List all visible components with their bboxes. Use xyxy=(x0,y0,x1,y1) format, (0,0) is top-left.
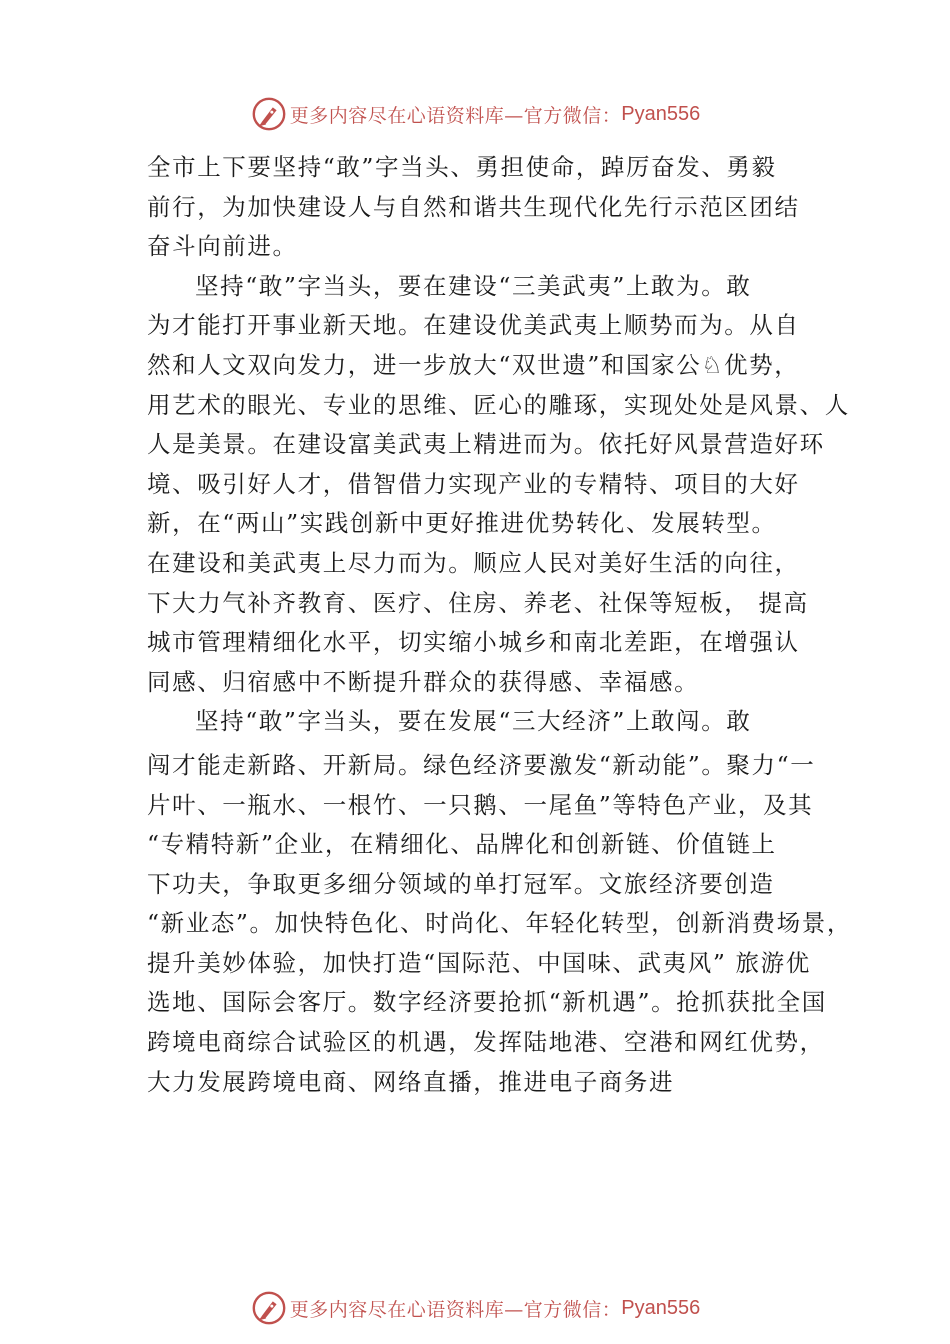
banner-text: 更多内容尽在心语资料库—官方微信： xyxy=(289,1298,622,1321)
text-line: “专精特新”企业，在精细化、品牌化和创新链、价值链上 xyxy=(147,830,777,859)
text-line: 然和人文双向发力，进一步放大“双世遗”和国家公♘优势， xyxy=(147,350,800,379)
text-line: 同感、归宿感中不断提升群众的获得感、幸福感。 xyxy=(147,667,700,696)
text-line: 下大力气补齐教育、医疗、住房、养老、社保等短板， 提高 xyxy=(147,588,809,617)
footer-watermark-banner xyxy=(0,1288,950,1328)
text-line: 奋斗向前进。 xyxy=(147,232,298,261)
text-line: 全市上下要坚持“敢”字当头、勇担使命，踔厉奋发、勇毅 xyxy=(147,153,777,181)
pen-nib-logo-icon xyxy=(250,95,288,133)
text-line: 在建设和美武夷上尽力而为。顺应人民对美好生活的向往， xyxy=(147,548,800,577)
paragraph-start-line: 坚持“敢”字当头，要在建设“三美武夷”上敢为。敢 xyxy=(195,271,752,300)
text-line: 城市管理精细化水平，切实缩小城乡和南北差距，在增强认 xyxy=(147,628,800,657)
text-line: 闯才能走新路、开新局。绿色经济要激发“新动能”。聚力“一 xyxy=(147,750,816,779)
text-line: 提升美妙体验，加快打造“国际范、中国味、武夷风” 旅游优 xyxy=(147,948,811,977)
text-line: 选地、国际会客厅。数字经济要抢抓“新机遇”。抢抓获批全国 xyxy=(147,988,827,1017)
banner-wechat-id: Pyan556 xyxy=(621,1296,701,1319)
text-line: 跨境电商综合试验区的机遇，发挥陆地港、空港和网红优势， xyxy=(147,1028,825,1057)
text-line: 为才能打开事业新天地。在建设优美武夷上顺势而为。从自 xyxy=(147,311,800,340)
text-line: 境、吸引好人才，借智借力实现产业的专精特、项目的大好 xyxy=(147,469,800,498)
pen-nib-logo-icon xyxy=(250,1289,288,1327)
document-body xyxy=(147,148,852,1102)
text-line: 大力发展跨境电商、网络直播，推进电子商务进 xyxy=(147,1067,675,1096)
text-line: 新，在“两山”实践创新中更好推进优势转化、发展转型。 xyxy=(147,509,777,538)
banner-wechat-id: Pyan556 xyxy=(621,102,701,125)
banner-text: 更多内容尽在心语资料库—官方微信： xyxy=(289,104,622,127)
text-line: 片叶、一瓶水、一根竹、一只鹅、一尾鱼”等特色产业，及其 xyxy=(147,790,814,819)
header-watermark-banner xyxy=(0,94,950,134)
text-line: 前行，为加快建设人与自然和谐共生现代化先行示范区团结 xyxy=(147,192,800,221)
text-line: 下功夫，争取更多细分领域的单打冠军。文旅经济要创造 xyxy=(147,869,775,898)
paragraph-start-line: 坚持“敢”字当头，要在发展“三大经济”上敢闯。敢 xyxy=(195,707,752,736)
text-line: 用艺术的眼光、专业的思维、匠心的雕琢，实现处处是风景、人 xyxy=(147,390,850,419)
text-line: 人是美景。在建设富美武夷上精进而为。依托好风景营造好环 xyxy=(147,430,825,459)
text-line: “新业态”。加快特色化、时尚化、年轻化转型，创新消费场景， xyxy=(147,909,852,938)
